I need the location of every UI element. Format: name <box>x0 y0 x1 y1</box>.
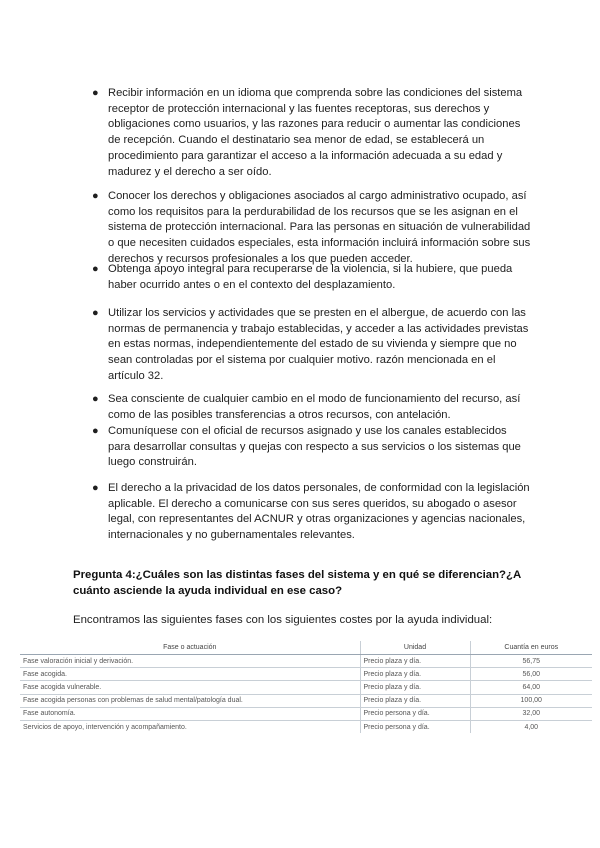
bullet-icon: ● <box>92 263 99 275</box>
table-cell: Precio persona y día. <box>360 707 470 720</box>
table-cell: Precio plaza y día. <box>360 681 470 694</box>
table-cell: Precio plaza y día. <box>360 668 470 681</box>
table-cell: 56,00 <box>470 668 592 681</box>
list-item-text: Recibir información en un idioma que comprenda sobre las condiciones del sistema receptor de protección internacional y las fuentes receptoras, sus derechos y obligaciones como usuarios, y las razones para reducir o aumentar las condiciones de recepción. Cuando el destinatario sea menor de edad, se establecerá un procedimiento para garantizar el acceso a la información adecuada a su edad y madurez y el derecho a ser oído. <box>108 87 523 178</box>
costs-table <box>20 641 592 733</box>
column-header: Cuantía en euros <box>470 641 592 655</box>
table-cell: 32,00 <box>470 707 592 720</box>
list-item <box>92 392 532 423</box>
list-item <box>92 306 532 385</box>
table-row <box>20 655 592 668</box>
intro-paragraph: Encontramos las siguientes fases con los siguientes costes por la ayuda individual: <box>73 614 493 626</box>
list-item-text: Utilizar los servicios y actividades que se presten en el albergue, de acuerdo con las normas de permanencia y trabajo establecidas, y acceder a las actividades previstas en estas normas, independientemente del estado de su vivienda y siempre que no sean controladas por el sistema por cualquier motivo. razón mencionada en el artículo 32. <box>108 307 529 382</box>
bullet-icon: ● <box>92 482 99 494</box>
column-header: Fase o actuación <box>20 641 360 655</box>
table-cell: 56,75 <box>470 655 592 668</box>
list-item <box>92 189 532 268</box>
table-header-row <box>20 641 592 655</box>
list-item-text: Comuníquese con el oficial de recursos asignado y use los canales establecidos para desarrollar consultas y quejas con respecto a sus servicios o los sistemas que luego construirán. <box>108 425 521 469</box>
list-item-text: Conocer los derechos y obligaciones asociados al cargo administrativo ocupado, así como los requisitos para la perdurabilidad de los recursos que se les asignan en el sistema de protección internacional. Para las personas en situación de vulnerabilidad o que necesiten cuidados especiales, esta información incluirá información sobre sus derechos y recursos profesionales a los que pueden acceder. <box>108 190 531 265</box>
table-cell: Precio persona y día. <box>360 720 470 733</box>
question-heading: Pregunta 4:¿Cuáles son las distintas fases del sistema y en qué se diferencian?¿A cuánto asciende la ayuda individual en ese caso? <box>73 569 521 597</box>
table-cell: Fase acogida vulnerable. <box>20 681 360 694</box>
table-row <box>20 707 592 720</box>
table-row <box>20 720 592 733</box>
table-cell: Fase autonomía. <box>20 707 360 720</box>
table-cell: Fase valoración inicial y derivación. <box>20 655 360 668</box>
bullet-icon: ● <box>92 87 99 99</box>
list-item <box>92 424 532 471</box>
table-cell: 100,00 <box>470 694 592 707</box>
bullet-icon: ● <box>92 307 99 319</box>
table-cell: 4,00 <box>470 720 592 733</box>
table-cell: Precio plaza y día. <box>360 694 470 707</box>
table-row <box>20 694 592 707</box>
list-item <box>92 481 532 544</box>
list-item-text: Sea consciente de cualquier cambio en el modo de funcionamiento del recurso, así como de las posibles transferencias a otros recursos, con antelación. <box>108 393 521 421</box>
list-item <box>92 86 532 180</box>
table-cell: Servicios de apoyo, intervención y acompañamiento. <box>23 723 187 731</box>
table-cell: Fase acogida. <box>20 668 360 681</box>
column-header: Unidad <box>360 641 470 655</box>
bullet-icon: ● <box>92 393 99 405</box>
bullet-icon: ● <box>92 425 99 437</box>
list-item-text: Obtenga apoyo integral para recuperarse de la violencia, si la hubiere, que pueda haber ocurrido antes o en el contexto del desplazamiento. <box>108 263 513 291</box>
table-cell: Precio plaza y día. <box>360 655 470 668</box>
table-cell: 64,00 <box>470 681 592 694</box>
table-cell: Fase acogida personas con problemas de salud mental/patología dual. <box>20 694 360 707</box>
bullet-icon: ● <box>92 190 99 202</box>
table-row <box>20 681 592 694</box>
list-item <box>92 262 532 293</box>
list-item-text: El derecho a la privacidad de los datos personales, de conformidad con la legislación aplicable. El derecho a comunicarse con sus seres queridos, su abogado o asesor legal, con representantes del ACNUR y otras organizaciones y agencias nacionales, internacionales y no gubernamentales relevantes. <box>108 482 530 542</box>
table-row <box>20 668 592 681</box>
